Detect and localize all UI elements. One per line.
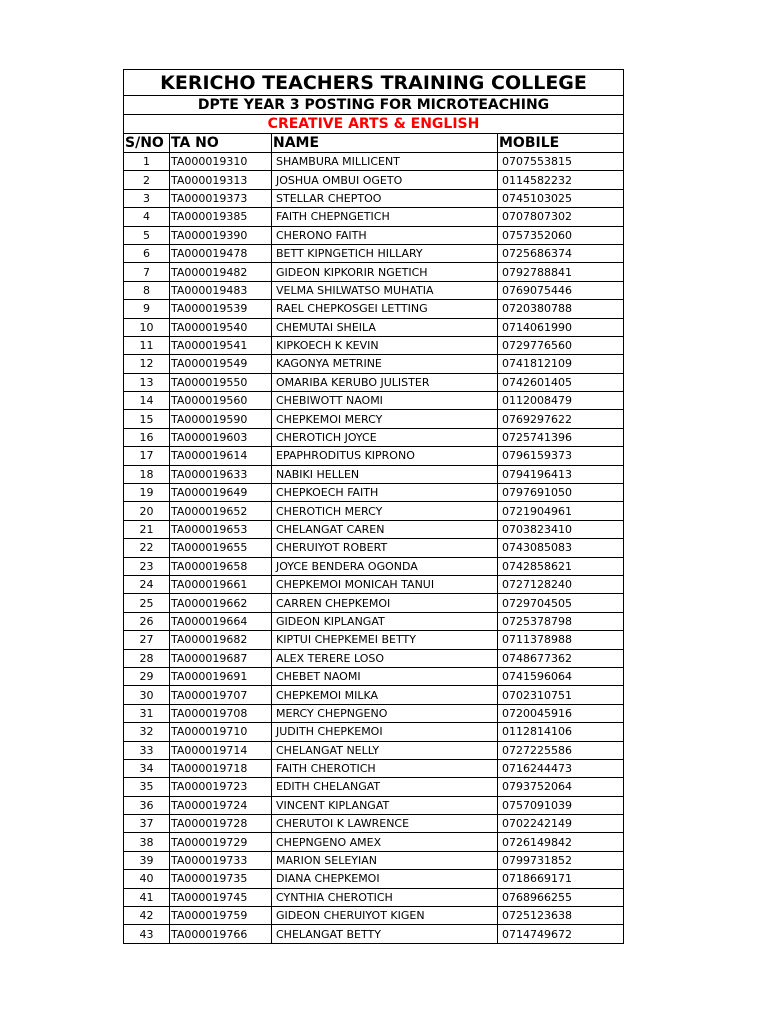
cell-mobile: 0716244473 bbox=[498, 759, 624, 777]
cell-ta-no: TA000019373 bbox=[170, 189, 272, 207]
table-row bbox=[124, 557, 624, 575]
cell-mobile: 0714749672 bbox=[498, 925, 624, 943]
cell-mobile: 0729704505 bbox=[498, 594, 624, 612]
table-row bbox=[124, 410, 624, 428]
header-sno: S/NO bbox=[124, 134, 170, 153]
cell-mobile: 0703823410 bbox=[498, 520, 624, 538]
cell-ta-no: TA000019724 bbox=[170, 796, 272, 814]
cell-sno: 1 bbox=[124, 153, 170, 171]
cell-mobile: 0727128240 bbox=[498, 575, 624, 593]
cell-mobile: 0702242149 bbox=[498, 815, 624, 833]
cell-mobile: 0726149842 bbox=[498, 833, 624, 851]
cell-mobile: 0711378988 bbox=[498, 631, 624, 649]
cell-mobile: 0769297622 bbox=[498, 410, 624, 428]
cell-mobile: 0729776560 bbox=[498, 336, 624, 354]
document-subtitle: DPTE YEAR 3 POSTING FOR MICROTEACHING bbox=[124, 96, 624, 115]
table-row bbox=[124, 355, 624, 373]
cell-ta-no: TA000019661 bbox=[170, 575, 272, 593]
cell-sno: 27 bbox=[124, 631, 170, 649]
cell-mobile: 0702310751 bbox=[498, 686, 624, 704]
section-heading: CREATIVE ARTS & ENGLISH bbox=[124, 115, 624, 134]
cell-sno: 16 bbox=[124, 428, 170, 446]
table-row bbox=[124, 759, 624, 777]
table-row bbox=[124, 704, 624, 722]
table-row bbox=[124, 484, 624, 502]
cell-name: EDITH CHELANGAT bbox=[272, 778, 498, 796]
cell-ta-no: TA000019560 bbox=[170, 392, 272, 410]
subtitle-row bbox=[124, 96, 624, 115]
cell-name: CHERUTOI K LAWRENCE bbox=[272, 815, 498, 833]
table-row bbox=[124, 594, 624, 612]
document-title: KERICHO TEACHERS TRAINING COLLEGE bbox=[124, 70, 624, 96]
table-row bbox=[124, 465, 624, 483]
section-row bbox=[124, 115, 624, 134]
cell-mobile: 0794196413 bbox=[498, 465, 624, 483]
cell-mobile: 0792788841 bbox=[498, 263, 624, 281]
table-row bbox=[124, 741, 624, 759]
table-row bbox=[124, 520, 624, 538]
cell-name: GIDEON KIPLANGAT bbox=[272, 612, 498, 630]
table-row bbox=[124, 907, 624, 925]
cell-mobile: 0114582232 bbox=[498, 171, 624, 189]
cell-name: SHAMBURA MILLICENT bbox=[272, 153, 498, 171]
column-header-row bbox=[124, 134, 624, 153]
cell-mobile: 0718669171 bbox=[498, 870, 624, 888]
cell-sno: 8 bbox=[124, 281, 170, 299]
cell-sno: 39 bbox=[124, 851, 170, 869]
cell-name: KIPTUI CHEPKEMEI BETTY bbox=[272, 631, 498, 649]
cell-ta-no: TA000019759 bbox=[170, 907, 272, 925]
table-row bbox=[124, 888, 624, 906]
cell-ta-no: TA000019718 bbox=[170, 759, 272, 777]
cell-ta-no: TA000019590 bbox=[170, 410, 272, 428]
cell-mobile: 0797691050 bbox=[498, 484, 624, 502]
cell-ta-no: TA000019664 bbox=[170, 612, 272, 630]
cell-sno: 42 bbox=[124, 907, 170, 925]
table-row bbox=[124, 226, 624, 244]
cell-sno: 6 bbox=[124, 244, 170, 262]
cell-sno: 3 bbox=[124, 189, 170, 207]
cell-sno: 2 bbox=[124, 171, 170, 189]
table-row bbox=[124, 428, 624, 446]
table-row bbox=[124, 723, 624, 741]
cell-mobile: 0769075446 bbox=[498, 281, 624, 299]
cell-sno: 7 bbox=[124, 263, 170, 281]
cell-ta-no: TA000019714 bbox=[170, 741, 272, 759]
cell-name: CHERUIYOT ROBERT bbox=[272, 539, 498, 557]
table-row bbox=[124, 281, 624, 299]
cell-sno: 41 bbox=[124, 888, 170, 906]
cell-name: CHEROTICH JOYCE bbox=[272, 428, 498, 446]
table-row bbox=[124, 815, 624, 833]
cell-ta-no: TA000019390 bbox=[170, 226, 272, 244]
cell-mobile: 0714061990 bbox=[498, 318, 624, 336]
cell-name: CHELANGAT BETTY bbox=[272, 925, 498, 943]
cell-ta-no: TA000019653 bbox=[170, 520, 272, 538]
table-row bbox=[124, 925, 624, 943]
header-ta-no: TA NO bbox=[170, 134, 272, 153]
cell-name: VINCENT KIPLANGAT bbox=[272, 796, 498, 814]
table-row bbox=[124, 189, 624, 207]
cell-ta-no: TA000019662 bbox=[170, 594, 272, 612]
cell-mobile: 0725123638 bbox=[498, 907, 624, 925]
cell-name: NABIKI HELLEN bbox=[272, 465, 498, 483]
cell-mobile: 0757352060 bbox=[498, 226, 624, 244]
cell-mobile: 0741812109 bbox=[498, 355, 624, 373]
table-row bbox=[124, 686, 624, 704]
cell-ta-no: TA000019729 bbox=[170, 833, 272, 851]
title-row bbox=[124, 70, 624, 96]
cell-mobile: 0796159373 bbox=[498, 447, 624, 465]
cell-ta-no: TA000019735 bbox=[170, 870, 272, 888]
table-row bbox=[124, 631, 624, 649]
cell-name: GIDEON KIPKORIR NGETICH bbox=[272, 263, 498, 281]
cell-sno: 23 bbox=[124, 557, 170, 575]
cell-sno: 14 bbox=[124, 392, 170, 410]
cell-name: ALEX TERERE LOSO bbox=[272, 649, 498, 667]
cell-ta-no: TA000019733 bbox=[170, 851, 272, 869]
cell-sno: 10 bbox=[124, 318, 170, 336]
cell-ta-no: TA000019614 bbox=[170, 447, 272, 465]
cell-name: CHEMUTAI SHEILA bbox=[272, 318, 498, 336]
table-row bbox=[124, 575, 624, 593]
cell-sno: 37 bbox=[124, 815, 170, 833]
cell-mobile: 0793752064 bbox=[498, 778, 624, 796]
cell-ta-no: TA000019482 bbox=[170, 263, 272, 281]
cell-mobile: 0727225586 bbox=[498, 741, 624, 759]
cell-mobile: 0725378798 bbox=[498, 612, 624, 630]
cell-ta-no: TA000019540 bbox=[170, 318, 272, 336]
cell-name: CHEPKEMOI MERCY bbox=[272, 410, 498, 428]
header-name: NAME bbox=[272, 134, 498, 153]
cell-mobile: 0720380788 bbox=[498, 300, 624, 318]
cell-ta-no: TA000019549 bbox=[170, 355, 272, 373]
cell-sno: 31 bbox=[124, 704, 170, 722]
table-row bbox=[124, 153, 624, 171]
table-row bbox=[124, 612, 624, 630]
table-row bbox=[124, 263, 624, 281]
header-mobile: MOBILE bbox=[498, 134, 624, 153]
cell-name: MARION SELEYIAN bbox=[272, 851, 498, 869]
posting-table bbox=[123, 69, 624, 944]
cell-name: CHEROTICH MERCY bbox=[272, 502, 498, 520]
cell-sno: 36 bbox=[124, 796, 170, 814]
cell-sno: 24 bbox=[124, 575, 170, 593]
cell-ta-no: TA000019658 bbox=[170, 557, 272, 575]
table-row bbox=[124, 392, 624, 410]
table-row bbox=[124, 373, 624, 391]
cell-name: CHEPKOECH FAITH bbox=[272, 484, 498, 502]
cell-name: VELMA SHILWATSO MUHATIA bbox=[272, 281, 498, 299]
table-row bbox=[124, 244, 624, 262]
cell-ta-no: TA000019310 bbox=[170, 153, 272, 171]
cell-ta-no: TA000019652 bbox=[170, 502, 272, 520]
cell-ta-no: TA000019682 bbox=[170, 631, 272, 649]
cell-name: GIDEON CHERUIYOT KIGEN bbox=[272, 907, 498, 925]
cell-mobile: 0742601405 bbox=[498, 373, 624, 391]
cell-sno: 15 bbox=[124, 410, 170, 428]
cell-ta-no: TA000019728 bbox=[170, 815, 272, 833]
cell-name: CHEPKEMOI MONICAH TANUI bbox=[272, 575, 498, 593]
cell-mobile: 0725686374 bbox=[498, 244, 624, 262]
cell-mobile: 0768966255 bbox=[498, 888, 624, 906]
cell-ta-no: TA000019655 bbox=[170, 539, 272, 557]
cell-sno: 12 bbox=[124, 355, 170, 373]
cell-name: CHEBET NAOMI bbox=[272, 667, 498, 685]
cell-ta-no: TA000019745 bbox=[170, 888, 272, 906]
cell-ta-no: TA000019478 bbox=[170, 244, 272, 262]
cell-sno: 18 bbox=[124, 465, 170, 483]
table-row bbox=[124, 649, 624, 667]
table-row bbox=[124, 336, 624, 354]
cell-mobile: 0743085083 bbox=[498, 539, 624, 557]
table-body bbox=[124, 70, 624, 944]
cell-name: FAITH CHEROTICH bbox=[272, 759, 498, 777]
cell-ta-no: TA000019603 bbox=[170, 428, 272, 446]
cell-sno: 4 bbox=[124, 208, 170, 226]
cell-name: BETT KIPNGETICH HILLARY bbox=[272, 244, 498, 262]
cell-name: OMARIBA KERUBO JULISTER bbox=[272, 373, 498, 391]
cell-ta-no: TA000019687 bbox=[170, 649, 272, 667]
cell-ta-no: TA000019766 bbox=[170, 925, 272, 943]
cell-mobile: 0745103025 bbox=[498, 189, 624, 207]
cell-sno: 13 bbox=[124, 373, 170, 391]
table-row bbox=[124, 870, 624, 888]
cell-ta-no: TA000019539 bbox=[170, 300, 272, 318]
cell-mobile: 0707807302 bbox=[498, 208, 624, 226]
cell-name: CHEPKEMOI MILKA bbox=[272, 686, 498, 704]
cell-mobile: 0742858621 bbox=[498, 557, 624, 575]
cell-name: MERCY CHEPNGENO bbox=[272, 704, 498, 722]
table-row bbox=[124, 833, 624, 851]
cell-sno: 34 bbox=[124, 759, 170, 777]
cell-mobile: 0707553815 bbox=[498, 153, 624, 171]
table-row bbox=[124, 171, 624, 189]
cell-sno: 35 bbox=[124, 778, 170, 796]
table-row bbox=[124, 318, 624, 336]
cell-name: FAITH CHEPNGETICH bbox=[272, 208, 498, 226]
table-row bbox=[124, 539, 624, 557]
cell-sno: 32 bbox=[124, 723, 170, 741]
cell-ta-no: TA000019541 bbox=[170, 336, 272, 354]
table-row bbox=[124, 447, 624, 465]
cell-sno: 25 bbox=[124, 594, 170, 612]
cell-ta-no: TA000019649 bbox=[170, 484, 272, 502]
cell-sno: 30 bbox=[124, 686, 170, 704]
cell-name: RAEL CHEPKOSGEI LETTING bbox=[272, 300, 498, 318]
cell-name: CARREN CHEPKEMOI bbox=[272, 594, 498, 612]
cell-sno: 11 bbox=[124, 336, 170, 354]
cell-sno: 17 bbox=[124, 447, 170, 465]
cell-mobile: 0112814106 bbox=[498, 723, 624, 741]
cell-name: CHEPNGENO AMEX bbox=[272, 833, 498, 851]
cell-sno: 26 bbox=[124, 612, 170, 630]
table-row bbox=[124, 208, 624, 226]
table-row bbox=[124, 300, 624, 318]
cell-ta-no: TA000019483 bbox=[170, 281, 272, 299]
cell-ta-no: TA000019723 bbox=[170, 778, 272, 796]
cell-name: DIANA CHEPKEMOI bbox=[272, 870, 498, 888]
cell-mobile: 0741596064 bbox=[498, 667, 624, 685]
cell-name: EPAPHRODITUS KIPRONO bbox=[272, 447, 498, 465]
cell-ta-no: TA000019313 bbox=[170, 171, 272, 189]
cell-mobile: 0112008479 bbox=[498, 392, 624, 410]
cell-ta-no: TA000019707 bbox=[170, 686, 272, 704]
cell-ta-no: TA000019550 bbox=[170, 373, 272, 391]
cell-sno: 21 bbox=[124, 520, 170, 538]
cell-ta-no: TA000019691 bbox=[170, 667, 272, 685]
table-row bbox=[124, 502, 624, 520]
cell-ta-no: TA000019710 bbox=[170, 723, 272, 741]
cell-name: STELLAR CHEPTOO bbox=[272, 189, 498, 207]
table-row bbox=[124, 851, 624, 869]
cell-sno: 43 bbox=[124, 925, 170, 943]
cell-sno: 33 bbox=[124, 741, 170, 759]
cell-name: CHELANGAT CAREN bbox=[272, 520, 498, 538]
cell-sno: 20 bbox=[124, 502, 170, 520]
cell-sno: 19 bbox=[124, 484, 170, 502]
table-row bbox=[124, 796, 624, 814]
cell-sno: 5 bbox=[124, 226, 170, 244]
cell-name: JOSHUA OMBUI OGETO bbox=[272, 171, 498, 189]
cell-mobile: 0725741396 bbox=[498, 428, 624, 446]
cell-name: CYNTHIA CHEROTICH bbox=[272, 888, 498, 906]
cell-sno: 22 bbox=[124, 539, 170, 557]
cell-sno: 29 bbox=[124, 667, 170, 685]
cell-name: CHELANGAT NELLY bbox=[272, 741, 498, 759]
cell-mobile: 0757091039 bbox=[498, 796, 624, 814]
table-row bbox=[124, 778, 624, 796]
cell-sno: 28 bbox=[124, 649, 170, 667]
cell-name: KAGONYA METRINE bbox=[272, 355, 498, 373]
cell-name: KIPKOECH K KEVIN bbox=[272, 336, 498, 354]
cell-mobile: 0721904961 bbox=[498, 502, 624, 520]
cell-name: CHEBIWOTT NAOMI bbox=[272, 392, 498, 410]
table-row bbox=[124, 667, 624, 685]
cell-mobile: 0720045916 bbox=[498, 704, 624, 722]
cell-mobile: 0799731852 bbox=[498, 851, 624, 869]
cell-name: JOYCE BENDERA OGONDA bbox=[272, 557, 498, 575]
cell-name: CHERONO FAITH bbox=[272, 226, 498, 244]
cell-ta-no: TA000019385 bbox=[170, 208, 272, 226]
cell-sno: 40 bbox=[124, 870, 170, 888]
cell-sno: 9 bbox=[124, 300, 170, 318]
cell-name: JUDITH CHEPKEMOI bbox=[272, 723, 498, 741]
cell-mobile: 0748677362 bbox=[498, 649, 624, 667]
cell-ta-no: TA000019633 bbox=[170, 465, 272, 483]
cell-sno: 38 bbox=[124, 833, 170, 851]
cell-ta-no: TA000019708 bbox=[170, 704, 272, 722]
